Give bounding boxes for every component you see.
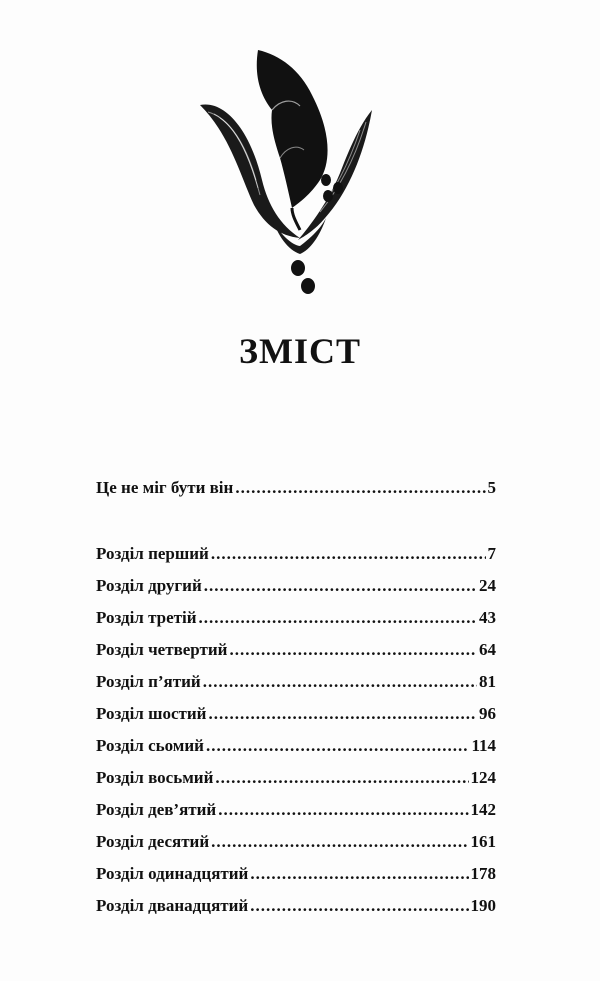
leader-dots [211,832,468,852]
toc-entry-chapter[interactable] [96,704,496,736]
calla-lily-ornament-icon [180,40,380,300]
toc-entry-chapter[interactable] [96,640,496,672]
toc-entry-page: 114 [471,736,496,755]
leader-dots [204,576,477,596]
leader-dots [235,478,485,498]
toc-entry-page: 24 [479,576,496,595]
leader-dots [215,768,468,788]
leader-dots [229,640,477,660]
toc-entry-label: Розділ восьмий [96,768,214,787]
toc-entry-page: 161 [470,832,496,851]
leader-dots [211,544,486,564]
toc-entry-page: 5 [487,478,496,497]
toc-entry-label: Розділ одинадцятий [96,864,249,883]
toc-entry-chapter[interactable] [96,672,496,704]
toc-entry-chapter[interactable] [96,768,496,800]
toc-entry-page: 96 [479,704,496,723]
toc-entry-label: Розділ другий [96,576,202,595]
toc-entry-page: 190 [470,896,496,915]
toc-entry-page: 124 [470,768,496,787]
toc-entry-label: Розділ дванадцятий [96,896,249,915]
toc-entry-page: 64 [479,640,496,659]
toc-entry-label: Це не міг бути він [96,478,234,497]
toc-entry-label: Розділ дев’ятий [96,800,217,819]
toc-entry-label: Розділ п’ятий [96,672,201,691]
leader-dots [250,896,468,916]
leader-dots [218,800,468,820]
toc-entry-chapter[interactable] [96,576,496,608]
toc-entry-chapter[interactable] [96,544,496,576]
section-gap [96,510,496,544]
toc-entry-chapter[interactable] [96,800,496,832]
toc-entry-page: 43 [479,608,496,627]
toc-entry-label: Розділ сьомий [96,736,204,755]
toc-entry-label: Розділ десятий [96,832,210,851]
toc-entry-chapter[interactable] [96,864,496,896]
leader-dots [206,736,469,756]
toc-entry-label: Розділ третій [96,608,197,627]
toc-entry-label: Розділ четвертий [96,640,228,659]
leader-dots [199,608,477,628]
toc-entry-chapter[interactable] [96,736,496,768]
toc-entry-page: 142 [470,800,496,819]
toc-entry-prologue[interactable] [96,478,496,510]
leader-dots [203,672,477,692]
table-of-contents [96,478,496,928]
leader-dots [250,864,468,884]
toc-entry-chapter[interactable] [96,832,496,864]
toc-entry-chapter[interactable] [96,896,496,928]
toc-entry-page: 178 [470,864,496,883]
toc-entry-chapter[interactable] [96,608,496,640]
toc-entry-label: Розділ шостий [96,704,207,723]
toc-entry-label: Розділ перший [96,544,209,563]
toc-entry-page: 81 [479,672,496,691]
leader-dots [208,704,477,724]
toc-entry-page: 7 [487,544,496,563]
page-title: ЗМІСТ [239,331,361,371]
